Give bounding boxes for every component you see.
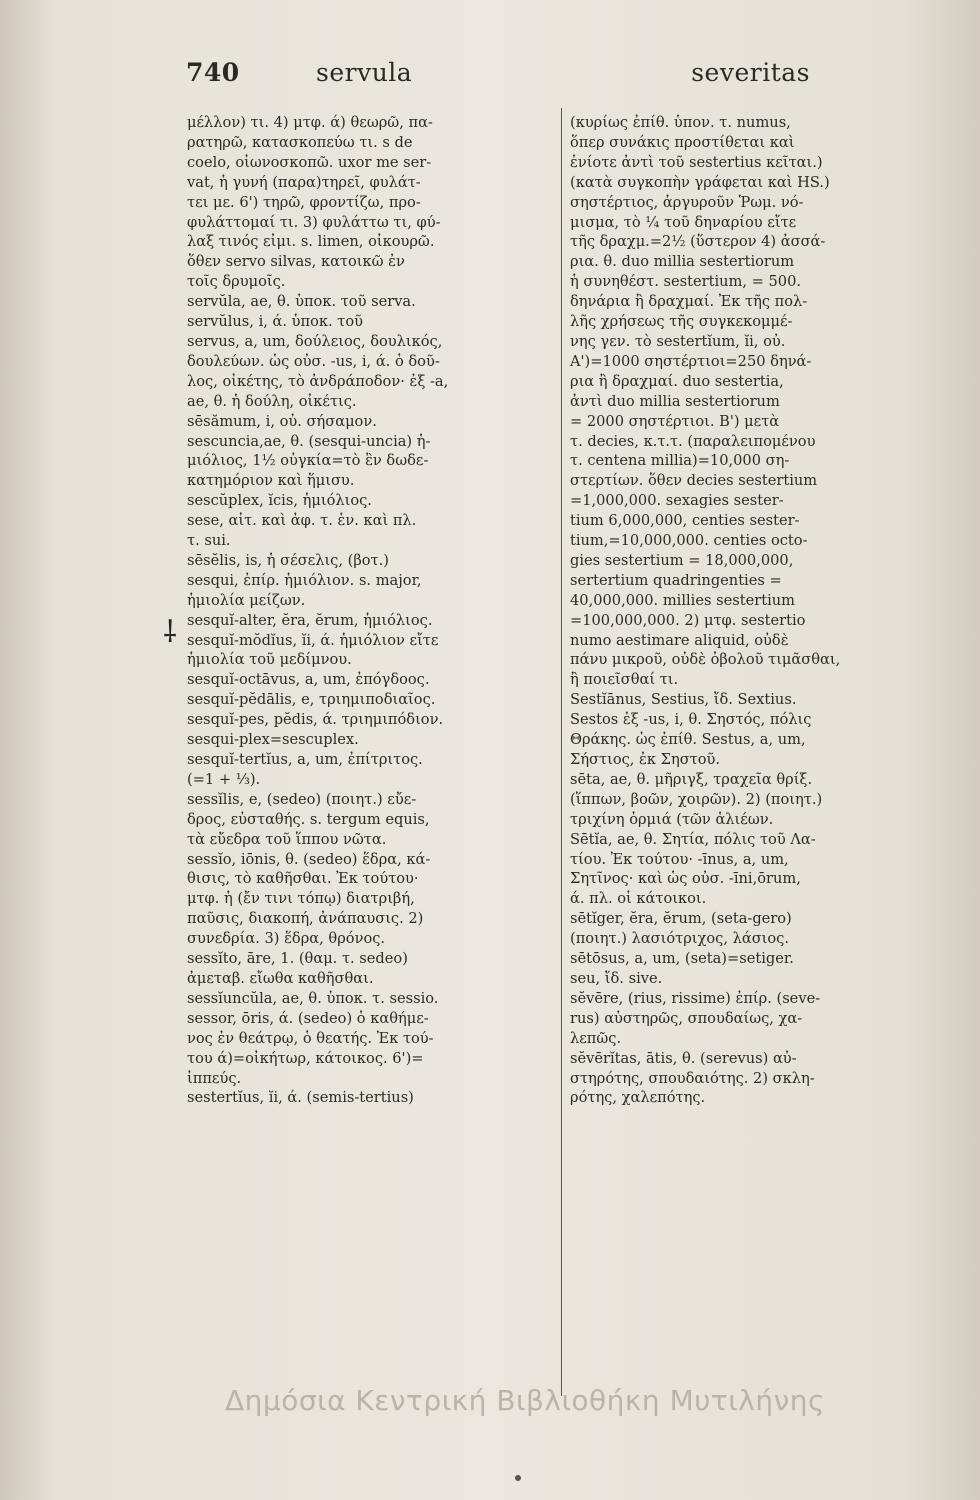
dictionary-line: (=1 + ⅓). [187,770,261,788]
dictionary-line: sesqui-plex=sescuplex. [187,731,359,749]
dictionary-line: sestertĭus, ĭi, ά. (semis-tertius) [187,1089,414,1107]
dictionary-line: νος ἐν θεάτρῳ, ὁ θεατής. Ἐκ τού- [187,1029,434,1047]
dictionary-line: σηστέρτιος, ἀργυροῦν Ῥωμ. νό- [570,193,804,211]
dictionary-line: δρος, εὐσταθής. s. tergum equis, [187,810,430,828]
dictionary-line: (ποιητ.) λασιότριχος, λάσιος. [570,930,789,948]
header-left-word: servula [316,58,413,87]
dictionary-line: servŭla, ae, θ. ὑποκ. τοῦ serva. [187,293,416,311]
dictionary-line: (κατὰ συγκοπὴν γράφεται καὶ HS.) [570,173,830,191]
dictionary-line: μέλλον) τι. 4) μτφ. ά) θεωρῶ, πα- [187,114,433,131]
dictionary-line: numo aestimare aliquid, οὐδὲ [570,631,789,649]
dictionary-line: ά. πλ. οἱ κάτοικοι. [570,890,707,908]
dictionary-line: τει με. 6') τηρῶ, φροντίζω, προ- [187,193,421,211]
dictionary-line: πάνυ μικροῦ, οὐδὲ ὀβολοῦ τιμᾶσθαι, [570,651,841,669]
dictionary-line: sēsĕlis, is, ἡ σέσελις, (βοτ.) [187,551,389,569]
dictionary-line: sesqui, ἐπίρ. ἡμιόλιον. s. major, [187,571,422,589]
dictionary-line: rus) αὐστηρῶς, σπουδαίως, χα- [570,1009,803,1027]
dictionary-line: τίου. Ἐκ τούτου· -īnus, a, um, [570,850,789,868]
dictionary-line: λῆς χρήσεως τῆς συγκεκομμέ- [570,313,793,331]
library-watermark: Δημόσια Κεντρική Βιβλιοθήκη Μυτιλήνης [225,1384,825,1417]
dictionary-line: ἡμιολία μείζων. [187,591,306,609]
dictionary-line: ae, θ. ἡ δούλη, οἰκέτις. [187,392,357,410]
dictionary-line: τριχίνη ὁρμιά (τῶν ἁλιέων. [570,810,774,828]
dictionary-line: Σήστιος, ἐκ Σηστοῦ. [570,751,721,768]
dictionary-line: sessor, ōris, ά. (sedeo) ὁ καθήμε- [187,1009,429,1027]
dictionary-line: sesquĭ-tertĭus, a, um, ἐπίτριτος. [187,751,423,768]
dictionary-line: Sestos ἐξ -us, i, θ. Σηστός, πόλις [570,711,812,729]
dictionary-line: ἀμεταβ. εἴωθα καθῆσθαι. [187,969,374,987]
header-right-word: severitas [691,58,810,87]
dictionary-line: μιόλιος, 1½ οὐγκία=τὸ ἓν δωδε- [187,452,429,470]
dictionary-line: sessĭlis, e, (sedeo) (ποιητ.) εὔε- [187,790,417,808]
dictionary-line: Σητῖνος· καὶ ὡς οὐσ. -īni,ōrum, [570,870,801,888]
dictionary-line: τὰ εὔεδρα τοῦ ἵππου νῶτα. [187,830,387,848]
dictionary-line: μτφ. ἡ (ἔν τινι τόπῳ) διατριβή, [187,890,415,908]
dictionary-line: τ. decies, κ.τ.τ. (παραλειπομένου [570,432,816,450]
dictionary-line: τοῖς δρυμοῖς. [187,273,286,291]
dictionary-line: τ. centena millia)=10,000 ση- [570,452,790,470]
ink-dot [515,1475,521,1481]
dictionary-line: δουλεύων. ὡς οὐσ. -us, i, ά. ὁ δοῦ- [187,352,440,370]
dictionary-line: δηνάρια ἢ δραχμαί. Ἐκ τῆς πολ- [570,293,808,311]
dictionary-line: =1,000,000. sexagies sester- [570,492,784,510]
dictionary-line: ὅθεν servo silvas, κατοικῶ ἐν [187,253,405,271]
dictionary-line: λαξ τινός εἰμι. s. limen, οἰκουρῶ. [187,233,435,251]
dictionary-line: = 2000 σηστέρτιοι. B') μετὰ [570,412,780,430]
dictionary-line: sētōsus, a, um, (seta)=setiger. [570,950,794,968]
page-number: 740 [186,58,240,87]
dictionary-line: sessĭto, āre, 1. (θαμ. τ. sedeo) [187,950,408,968]
dictionary-line: sesquĭ-pĕdālis, e, τριημιποδιαῖος. [187,691,436,709]
page-header [180,58,810,98]
dictionary-line: κατημόριον καὶ ἥμισυ. [187,472,355,490]
dictionary-line: sescuncia,ae, θ. (sesqui-uncia) ἡ- [187,432,431,450]
dictionary-line: 40,000,000. millies sestertium [570,591,795,609]
dictionary-line: ἡμιολία τοῦ μεδίμνου. [187,651,352,669]
dictionary-line: sēsămum, i, οὐ. σήσαμον. [187,412,377,430]
dictionary-line: =100,000,000. 2) μτφ. sestertio [570,611,806,629]
dictionary-line: vat, ἡ γυνή (παρα)τηρεῖ, φυλάτ- [187,173,421,191]
dictionary-line: coelo, οἰωνοσκοπῶ. uxor me ser- [187,153,432,171]
dictionary-line: sĕvēre, (rius, rissime) ἐπίρ. (seve- [570,989,821,1007]
dictionary-line: servŭlus, i, ά. ὑποκ. τοῦ [187,313,364,331]
dictionary-line: συνεδρία. 3) ἕδρα, θρόνος. [187,930,386,948]
dictionary-line: Θράκης. ὡς ἐπίθ. Sestus, a, um, [570,731,806,749]
dictionary-line: στερτίων. ὅθεν decies sestertium [570,472,818,490]
dictionary-line: sētĭger, ĕra, ĕrum, (seta-gero) [570,910,792,928]
hand-drawn-mark-icon: ⸸ [163,615,178,650]
dictionary-line: sesquĭ-octāvus, a, um, ἐπόγδοος. [187,671,430,689]
dictionary-line: (κυρίως ἐπίθ. ὑπον. τ. numus, [570,114,791,131]
dictionary-line: τῆς δραχμ.=2½ (ὕστερον 4) ἀσσά- [570,233,826,251]
dictionary-line: στηρότης, σπουδαιότης. 2) σκλη- [570,1069,815,1087]
dictionary-line: του ά)=οἰκήτωρ, κάτοικος. 6')= [187,1049,424,1067]
dictionary-line: Sestĭānus, Sestius, ἴδ. Sextius. [570,691,797,709]
dictionary-line: ἡ συνηθέστ. sestertium, = 500. [570,273,801,291]
dictionary-line: (ἵππων, βοῶν, χοιρῶν). 2) (ποιητ.) [570,790,823,808]
dictionary-line: sessĭuncŭla, ae, θ. ὑποκ. τ. sessio. [187,989,439,1007]
dictionary-line: τ. sui. [187,532,231,550]
dictionary-line: ἀντὶ duo millia sestertiorum [570,392,780,410]
dictionary-line: sertertium quadringenties = [570,571,782,589]
right-column [570,113,954,1108]
dictionary-line: ρατηρῶ, κατασκοπεύω τι. s de [187,133,413,151]
dictionary-line: gies sestertium = 18,000,000, [570,551,794,569]
dictionary-line: sescŭplex, ĭcis, ἡμιόλιος. [187,492,372,510]
dictionary-line: παῦσις, διακοπή, ἀνάπαυσις. 2) [187,910,424,928]
dictionary-line: sessĭo, iōnis, θ. (sedeo) ἕδρα, κά- [187,850,431,868]
dictionary-line: ὅπερ συνάκις προστίθεται καὶ [570,133,795,151]
dictionary-line: ἐνίοτε ἀντὶ τοῦ sestertius κεῖται.) [570,153,823,171]
dictionary-line: ρια ἢ δραχμαί. duo sestertia, [570,372,784,390]
dictionary-line: Α')=1000 σηστέρτιοι=250 δηνά- [570,352,812,370]
dictionary-line: λος, οἰκέτης, τὸ ἀνδράποδον· ἐξ -a, [187,372,449,390]
dictionary-line: λεπῶς. [570,1029,622,1047]
dictionary-line: Sētĭa, ae, θ. Σητία, πόλις τοῦ Λα- [570,830,816,848]
dictionary-line: sesquĭ-alter, ĕra, ĕrum, ἡμιόλιος. [187,611,433,629]
dictionary-line: ἢ ποιεῖσθαί τι. [570,671,679,689]
dictionary-line: sĕvērĭtas, ātis, θ. (serevus) αὐ- [570,1049,797,1067]
dictionary-line: servus, a, um, δούλειος, δουλικός, [187,332,443,350]
dictionary-line: μισμα, τὸ ¼ τοῦ δηναρίου εἴτε [570,213,797,231]
left-column [187,113,562,1108]
dictionary-line: ρια. θ. duo millia sestertiorum [570,253,795,271]
dictionary-line: sēta, ae, θ. μῆριγξ, τραχεῖα θρίξ. [570,770,813,788]
dictionary-line: sesquĭ-pes, pĕdis, ά. τριημιπόδιον. [187,711,444,729]
dictionary-line: ρότης, χαλεπότης. [570,1089,706,1107]
dictionary-line: sese, αἰτ. καὶ ἀφ. τ. ἑν. καὶ πλ. [187,512,417,530]
dictionary-line: seu, ἴδ. sive. [570,969,663,987]
dictionary-line: tium 6,000,000, centies sester- [570,512,800,530]
dictionary-line: νης γεν. τὸ sestertĭum, ĭi, οὐ. [570,332,786,350]
column-divider [561,108,562,1396]
dictionary-line: θισις, τὸ καθῆσθαι. Ἐκ τούτου· [187,870,419,888]
dictionary-line: sesquĭ-mŏdĭus, ĭi, ά. ἡμιόλιον εἴτε [187,631,439,649]
dictionary-line: tium,=10,000,000. centies octo- [570,532,808,550]
dictionary-line: ἱππεύς. [187,1069,242,1087]
dictionary-line: φυλάττομαί τι. 3) φυλάττω τι, φύ- [187,213,441,231]
